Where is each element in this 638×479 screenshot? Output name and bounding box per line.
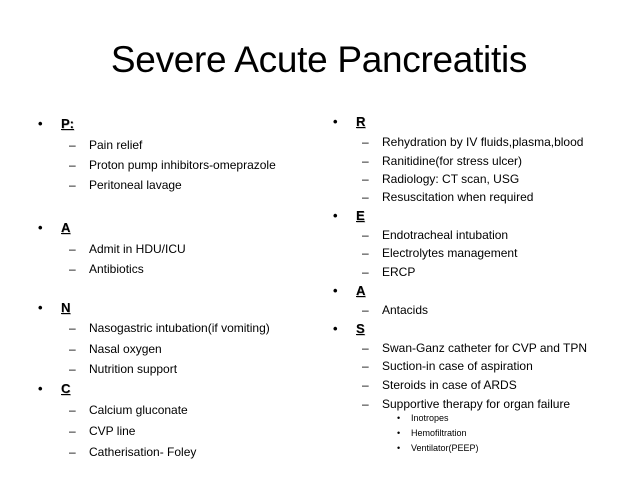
dash-icon: – bbox=[362, 359, 369, 373]
section-letter: S bbox=[356, 321, 365, 336]
dash-icon: – bbox=[362, 397, 369, 411]
dash-icon: – bbox=[362, 135, 369, 149]
dash-icon: – bbox=[362, 265, 369, 279]
slide-title: Severe Acute Pancreatitis bbox=[110, 39, 528, 80]
dash-icon: – bbox=[362, 341, 369, 355]
dash-icon: – bbox=[69, 424, 76, 438]
bullet-icon: • bbox=[38, 300, 43, 315]
dash-icon: – bbox=[362, 378, 369, 392]
dash-icon: – bbox=[69, 362, 76, 376]
section-letter: A bbox=[61, 220, 71, 235]
dash-icon: – bbox=[69, 403, 76, 417]
bullet-icon: • bbox=[397, 443, 401, 453]
dash-icon: – bbox=[69, 321, 76, 335]
dash-icon: – bbox=[69, 138, 76, 152]
dash-icon: – bbox=[69, 242, 76, 256]
bullet-icon: • bbox=[333, 321, 338, 336]
dash-icon: – bbox=[69, 178, 76, 192]
section-letter: R bbox=[356, 114, 366, 129]
bullet-icon: • bbox=[333, 114, 338, 129]
bullet-icon: • bbox=[397, 428, 401, 438]
bullet-icon: • bbox=[38, 116, 43, 131]
bullet-icon: • bbox=[333, 283, 338, 298]
dash-icon: – bbox=[362, 190, 369, 204]
dash-icon: – bbox=[69, 262, 76, 276]
dash-icon: – bbox=[69, 445, 76, 459]
dash-icon: – bbox=[362, 246, 369, 260]
bullet-icon: • bbox=[333, 208, 338, 223]
section-letter: N bbox=[61, 300, 71, 315]
dash-icon: – bbox=[362, 172, 369, 186]
dash-icon: – bbox=[362, 303, 369, 317]
bullet-icon: • bbox=[38, 220, 43, 235]
bullet-icon: • bbox=[38, 381, 43, 396]
section-letter: P: bbox=[61, 116, 74, 131]
dash-icon: – bbox=[362, 228, 369, 242]
dash-icon: – bbox=[362, 154, 369, 168]
section-letter: A bbox=[356, 283, 366, 298]
section-letter: E bbox=[356, 208, 365, 223]
bullet-icon: • bbox=[397, 413, 401, 423]
section-letter: C bbox=[61, 381, 71, 396]
dash-icon: – bbox=[69, 158, 76, 172]
dash-icon: – bbox=[69, 342, 76, 356]
slide: Severe Acute Pancreatitis • P: – Pain relief – Proton pump inhibitors-omeprazole – Peritoneal lavage • A – Admit in HDU/ICU – Antibiotics • N – Nasogastric intubation(if vomiting) – Nasal oxygen – Nutrition support • C – Calcium gluconate – CVP line – Catherisation- Foley • R – Rehydration by IV fluids,plasma,blood – Ranitidine(for stress ulcer) – Radiology: CT scan, USG – Resuscitation when required • E – Endotracheal intubation – Electrolytes management – ERCP • A – Antacids • S – Swan-Ganz catheter for CVP and TPN – Suction-in case of aspiration – Steroids in case of ARDS – Supportive therapy for organ failure • Inotropes • Hemofiltration • Ventilator(PEEP) bbox=[0, 0, 638, 479]
